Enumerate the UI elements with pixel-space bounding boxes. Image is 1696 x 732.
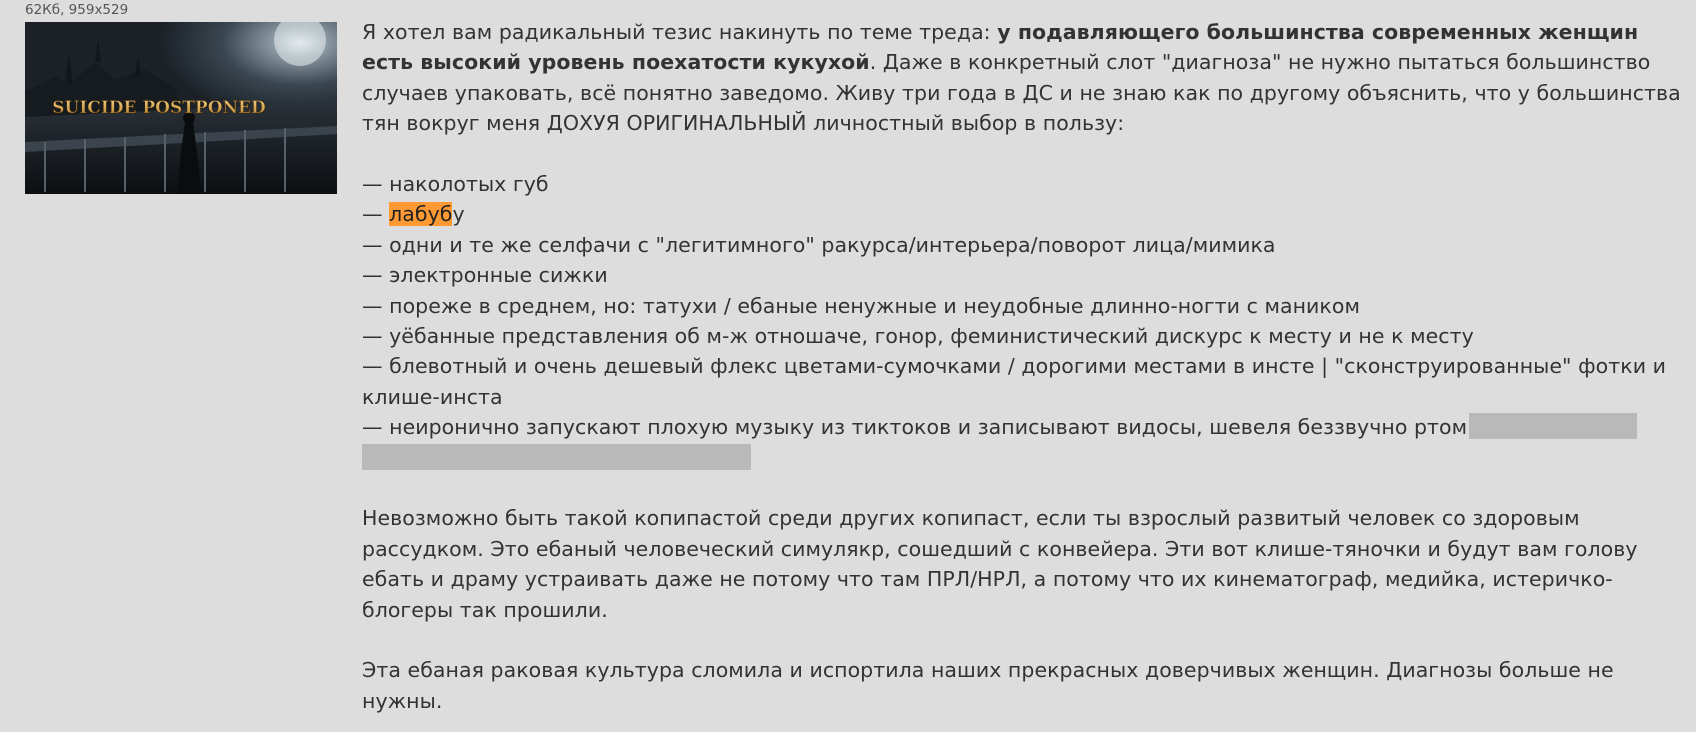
list-item: — одни и те же селфачи с "легитимного" ракурса/интерьера/поворот лица/мимика [362, 232, 1276, 257]
post-paragraph: Эта ебаная раковая культура сломила и испортила наших прекрасных доверчивых женщин. Диагнозы больше не нужны. [362, 658, 1614, 713]
list-item: — уёбанные представления об м-ж отношаче, гонор, феминистический дискурс к месту и не к месту [362, 324, 1474, 349]
list-item: — лабубу [362, 202, 465, 227]
spoiler-block[interactable] [362, 444, 751, 470]
post-intro [362, 17, 1682, 139]
list-item: — наколотых губ [362, 172, 549, 197]
thumbnail-artwork [25, 22, 337, 194]
list-item: — блевотный и очень дешевый флекс цветами-сумочками / дорогими местами в инсте | "сконструированные" фотки и клише-инста [362, 354, 1667, 409]
list-item: — электронные сижки [362, 263, 608, 288]
list-item: — неиронично запускают плохую музыку из тиктоков и записывают видосы, шевеля беззвучно ртом [362, 412, 1682, 473]
spoiler-block[interactable] [1469, 413, 1637, 439]
file-info: 62Кб, 959x529 [25, 2, 129, 18]
intro-continuation: . Даже в конкретный слот "диагноза" не нужно пытаться большинство случаев упаковать, всё понятно заведомо. Живу три года в ДС и не знаю как по другому объяснить, что у большинства тян вокруг меня ДОХУЯ ОРИГИНАЛЬНЫЙ личностный выбор в пользу: [362, 50, 1681, 136]
intro-text: Я хотел вам радикальный тезис накинуть по теме треда: [362, 20, 998, 44]
post-body [362, 17, 1682, 716]
intro-bold-text: у подавляющего большинства современных женщин есть высокий уровень поехатости кукухой [362, 20, 1639, 75]
thumbnail-caption: SUICIDE POSTPONED [52, 98, 266, 118]
post-paragraph: Невозможно быть такой копипастой среди других копипаст, если ты взрослый развитый человек со здоровым рассудком. Это ебаный человеческий симулякр, сошедший с конвейера. Эти вот клише-тяночки и будут вам голову ебать и драму устраивать даже не потому что там ПРЛ/НРЛ, а потому что их кинематограф, медийка, истеричко-блогеры так прошили. [362, 506, 1638, 622]
list-item: — пореже в среднем, но: татухи / ебаные ненужные и неудобные длинно-ногти с маником [362, 293, 1360, 318]
search-highlight: лабуб [389, 202, 453, 227]
post-image-thumbnail[interactable] [25, 22, 337, 194]
